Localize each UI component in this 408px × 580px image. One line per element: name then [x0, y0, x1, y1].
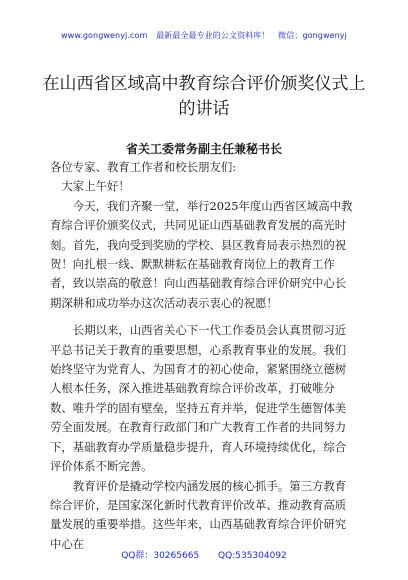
header-slogan: 最新最全最专业的公文资料库！	[156, 31, 270, 40]
salutation: 各位专家、教育工作者和校长朋友们:	[50, 160, 237, 174]
speaker-title: 省关工委常务副主任兼秘书长	[125, 142, 282, 156]
greeting: 大家上午好！	[61, 179, 130, 194]
header-wechat: 微信：gongwenyj	[278, 31, 347, 40]
document-body	[50, 158, 356, 554]
header-url[interactable]: www.gongwenyj.com	[61, 31, 148, 40]
footer-qq: QQ:535304092	[218, 551, 287, 561]
page-header	[0, 30, 408, 41]
page-footer	[0, 548, 408, 561]
paragraph-2: 长期以来，山西省关心下一代工作委员会认真贯彻习近平总书记关于教育的重要思想，心系教育事业的发展。我们始终坚守为党育人、为国育才的初心使命，紧紧围绕立德树人根本任务，深入推进基础教育综合评价改革，打破唯分数、唯升学的固有壁垒，坚持五育并举，促进学生德智体美劳全面发展。在教育行政部门和广大教育工作者的共同努力下，基础教育办学质量稳步提升，育人环境持续优化，综合评价体系不断完善。	[50, 323, 347, 474]
document-title: 在山西省区域高中教育综合评价颁奖仪式上的讲话	[42, 74, 366, 119]
footer-qq-group: QQ群：30265665	[121, 551, 200, 561]
paragraph-1: 今天，我们齐聚一堂，举行2025年度山西省区域高中教育综合评价颁奖仪式，共同见证山西基础教育发展的高光时刻。首先，我向受到奖励的学校、县区教育局表示热烈的祝贺！向扎根一线、默默耕耘在基础教育岗位上的教育工作者，致以崇高的敬意！向山西基础教育综合评价研究中心长期深耕和成功举办这次活动表示衷心的祝愿！	[50, 198, 353, 310]
paragraph-3: 教育评价是撬动学校内涵发展的核心抓手。第三方教育综合评价，是国家深化新时代教育评价改革、推动教育高质量发展的重要举措。这些年来，山西基础教育综合评价研究中心在	[50, 478, 347, 551]
